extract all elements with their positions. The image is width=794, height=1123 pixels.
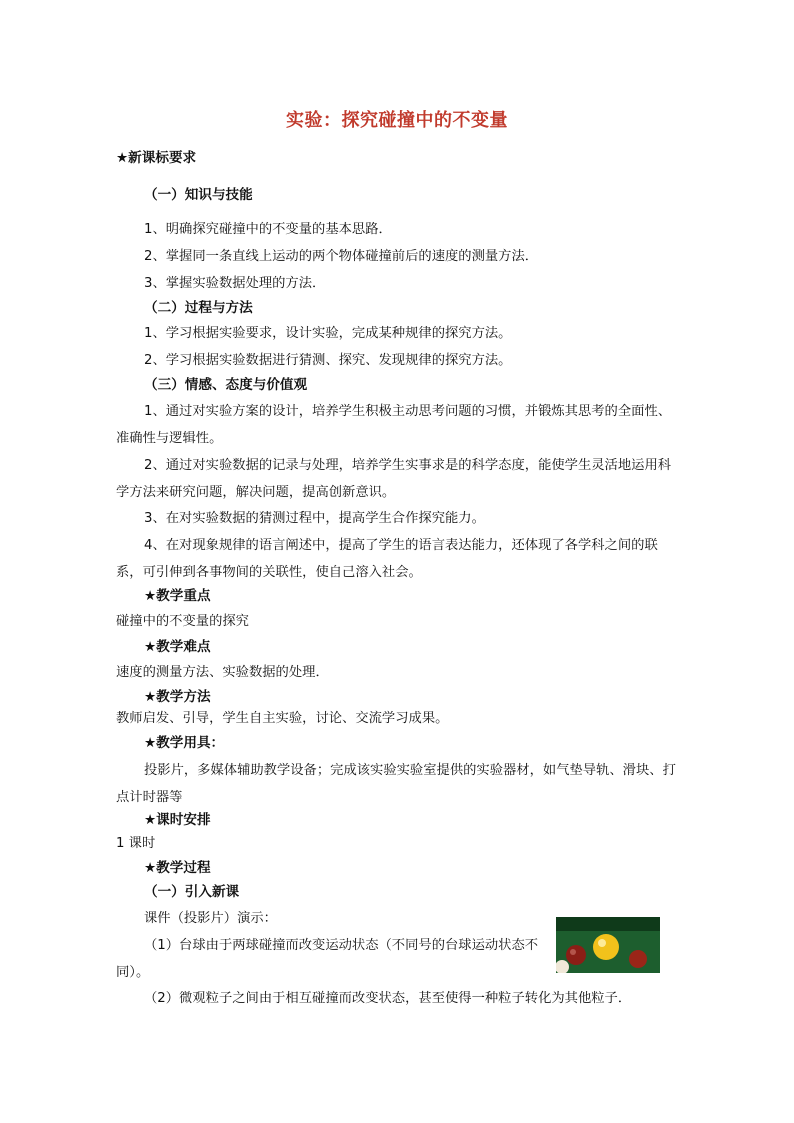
process-item: 1、学习根据实验要求，设计实验，完成某种规律的探究方法。 [144,326,512,341]
knowledge-item: 3、掌握实验数据处理的方法． [144,276,326,291]
demo-item: （1）台球由于两球碰撞而改变运动状态（不同号的台球运动状态不同）。 [116,938,539,980]
method-text: 教师启发、引导，学生自主实验，讨论、交流学习成果。 [116,711,449,726]
heading-teaching-process: ★教学过程 [144,860,211,876]
heading-difficulty: ★教学难点 [144,639,211,655]
heading-tools: ★教学用具： [144,735,225,751]
heading-schedule: ★课时安排 [144,812,211,828]
billiard-balls-image [556,917,660,973]
section-new-standard: ★新课标要求 [116,150,197,166]
tools-text: 投影片，多媒体辅助教学设备；完成该实验实验室提供的实验器材，如气垫导轨、滑块、打点计时器等 [116,763,676,805]
heading-process: （二）过程与方法 [144,300,253,316]
heading-method: ★教学方法 [144,689,211,705]
difficulty-text: 速度的测量方法、实验数据的处理． [116,665,329,680]
knowledge-item: 1、明确探究碰撞中的不变量的基本思路． [144,222,392,237]
emotion-item: 2、通过对实验数据的记录与处理，培养学生实事求是的科学态度，能使学生灵活地运用科学方法来研究问题，解决问题，提高创新意识。 [116,458,672,500]
schedule-text: 1 课时 [116,836,156,851]
demo-item: （2）微观粒子之间由于相互碰撞而改变状态，甚至使得一种粒子转化为其他粒子． [144,991,632,1006]
heading-key-point: ★教学重点 [144,588,211,604]
emotion-item: 4、在对现象规律的语言阐述中，提高了学生的语言表达能力，还体现了各学科之间的联系，可引伸到各事物间的关联性，使自己溶入社会。 [116,538,658,580]
heading-emotion: （三）情感、态度与价值观 [144,377,308,393]
emotion-item: 3、在对实验数据的猜测过程中，提高学生合作探究能力。 [144,511,485,526]
billiard-photo [556,917,660,973]
heading-intro: （一）引入新课 [144,884,240,900]
emotion-item: 1、通过对实验方案的设计，培养学生积极主动思考问题的习惯，并锻炼其思考的全面性、准确性与逻辑性。 [116,404,672,446]
key-point-text: 碰撞中的不变量的探究 [116,614,249,629]
knowledge-item: 2、掌握同一条直线上运动的两个物体碰撞前后的速度的测量方法． [144,249,539,264]
heading-knowledge: （一）知识与技能 [144,187,253,203]
process-item: 2、学习根据实验数据进行猜测、探究、发现规律的探究方法。 [144,353,512,368]
page-title: 实验：探究碰撞中的不变量 [286,110,508,131]
intro-text: 课件（投影片）演示： [144,911,277,926]
